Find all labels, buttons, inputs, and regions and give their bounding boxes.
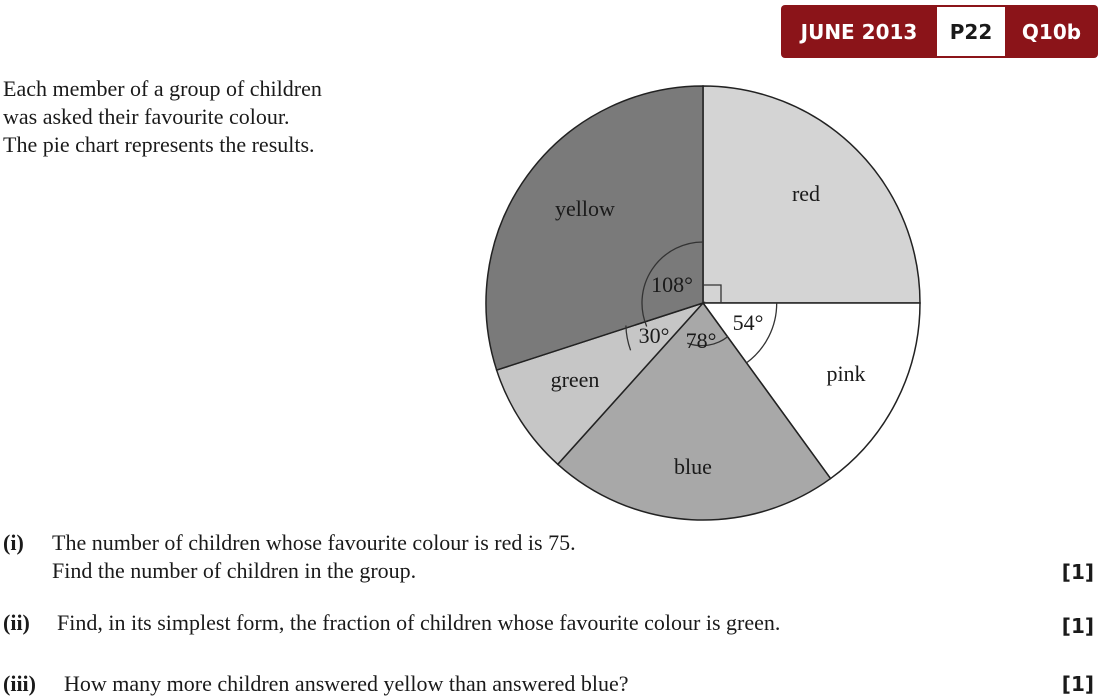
question-number: Q10b	[1021, 19, 1082, 44]
question-part-ii	[3, 609, 780, 637]
question-text: The number of children whose favourite colour is red is 75.	[52, 530, 576, 555]
exam-date: JUNE 2013	[800, 19, 918, 44]
part-number: (iii)	[3, 671, 36, 696]
marks-part-ii: [1]	[1061, 614, 1094, 638]
question-part-i	[3, 529, 576, 585]
marks-part-iii: [1]	[1061, 672, 1094, 696]
angle-label-78: 78°	[685, 328, 717, 353]
part-number: (ii)	[3, 610, 30, 635]
slice-label-red: red	[791, 181, 821, 206]
intro-line: The pie chart represents the results.	[3, 132, 315, 157]
slice-label-blue: blue	[674, 454, 712, 479]
slice-label-yellow: yellow	[555, 196, 615, 221]
angle-label-108: 108°	[651, 272, 693, 297]
angle-label-30: 30°	[638, 323, 670, 348]
intro-line: Each member of a group of children	[3, 76, 322, 101]
slice-label-pink: pink	[826, 361, 866, 386]
slice-label-green: green	[550, 367, 600, 392]
angle-label-54: 54°	[732, 310, 764, 335]
question-text: Find the number of children in the group.	[52, 558, 417, 583]
marks-part-i: [1]	[1061, 560, 1094, 584]
paper-number: P22	[937, 7, 1005, 56]
question-text: Find, in its simplest form, the fraction of children whose favourite colour is green.	[57, 610, 781, 635]
question-part-iii	[3, 670, 628, 698]
question-text: How many more children answered yellow than answered blue?	[64, 671, 629, 696]
part-number: (i)	[3, 530, 24, 555]
intro-line: was asked their favourite colour.	[3, 104, 290, 129]
